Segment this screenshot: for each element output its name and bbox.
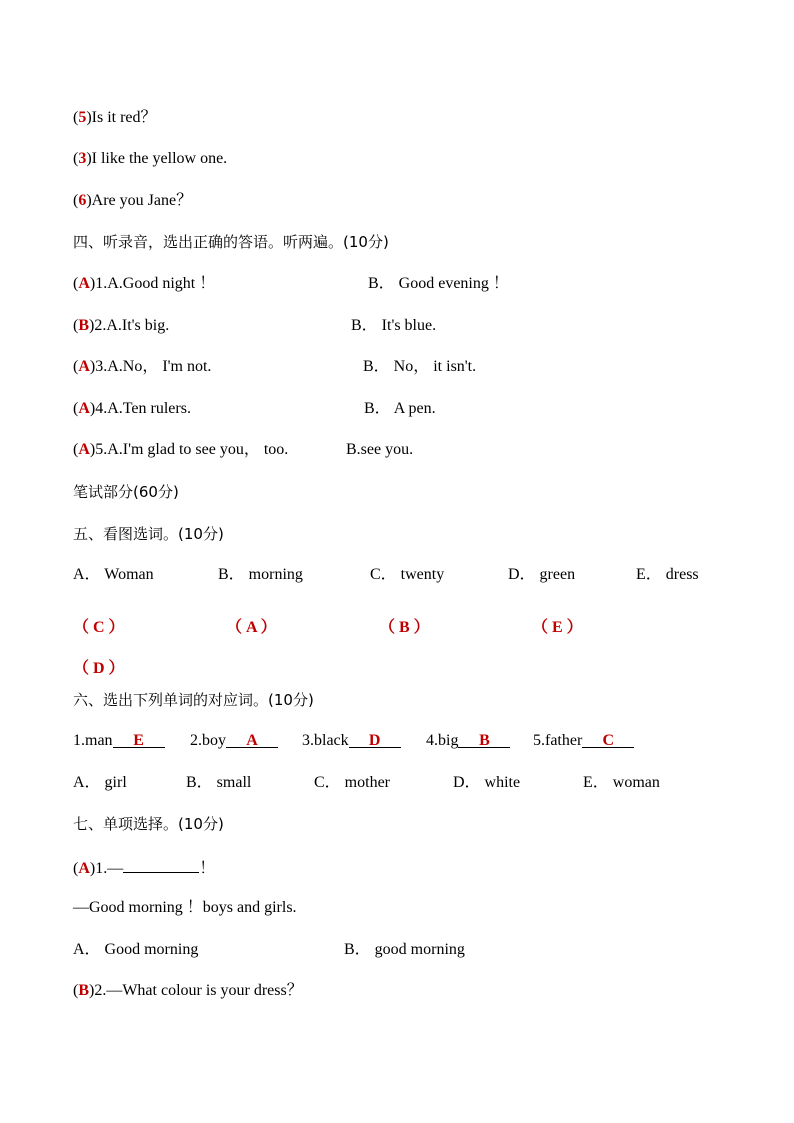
answer-mark: A	[78, 358, 90, 375]
match-item-4	[426, 731, 510, 751]
listening-item-4-option-b: B． A pen.	[364, 400, 436, 417]
picture-answer-1: （ C ）	[73, 619, 125, 636]
match-word: 4.big	[426, 732, 459, 749]
answer-blank	[123, 856, 199, 873]
match-option-c: C． mother	[314, 774, 390, 791]
listening-item-5-option-b: B.see you.	[346, 441, 414, 458]
listening-item-3: (A)3.A.No， I'm not.	[73, 358, 212, 375]
section-5-heading: 五、看图选词。(10分)	[73, 525, 224, 543]
match-option-d: D． white	[453, 774, 521, 791]
match-word: 3.black	[302, 732, 349, 749]
picture-answer-5: （ D ）	[73, 660, 125, 677]
item-text: Are you Jane？	[91, 192, 193, 209]
answer-mark: 5	[78, 109, 87, 126]
match-answer: B	[479, 732, 490, 749]
match-word: 1.man	[73, 732, 113, 749]
choice-question-1-option-b: B． good morning	[344, 941, 465, 958]
question-text: 1.—	[95, 860, 124, 877]
match-option-a: A． girl	[73, 774, 127, 791]
choice-question-2: (B)2.—What colour is your dress？	[73, 982, 303, 999]
option-a: 4.A.Ten rulers.	[95, 400, 191, 417]
listening-item-3-option-b: B． No， it isn't.	[363, 358, 477, 375]
answer-mark: 6	[78, 192, 87, 209]
listening-item-1: (A)1.A.Good night ！	[73, 275, 216, 292]
word-option-a: A． Woman	[73, 566, 154, 583]
choice-question-1-reply: —Good morning ！boys and girls.	[73, 899, 297, 916]
answer-mark: B	[78, 982, 89, 999]
order-item-1: (5)Is it red？	[73, 109, 157, 126]
order-item-3: (6)Are you Jane？	[73, 192, 193, 209]
picture-answer-4: （ E ）	[532, 619, 583, 636]
match-word: 5.father	[533, 732, 583, 749]
picture-answer-2: （ A ）	[226, 619, 277, 636]
match-answer: A	[246, 732, 258, 749]
match-word: 2.boy	[190, 732, 226, 749]
match-option-b: B． small	[186, 774, 252, 791]
match-item-2	[190, 731, 278, 751]
section-6-heading: 六、选出下列单词的对应词。(10分)	[73, 691, 314, 709]
word-option-b: B． morning	[218, 566, 303, 583]
order-item-2: (3)I like the yellow one.	[73, 150, 228, 167]
listening-item-1-option-b: B． Good evening ！	[368, 275, 509, 292]
listening-item-4: (A)4.A.Ten rulers.	[73, 400, 191, 417]
answer-mark: A	[78, 275, 90, 292]
choice-question-1: (A)1.— ！	[73, 856, 215, 879]
match-option-e: E． woman	[583, 774, 660, 791]
answer-mark: A	[78, 860, 90, 877]
listening-item-2-option-b: B． It's blue.	[351, 317, 437, 334]
written-part-heading: 笔试部分(60分)	[73, 483, 179, 501]
answer-mark: 3	[78, 150, 87, 167]
word-option-e: E． dress	[636, 566, 699, 583]
match-item-5	[533, 731, 634, 751]
option-a: 1.A.Good night ！	[95, 275, 216, 292]
choice-question-1-option-a: A． Good morning	[73, 941, 199, 958]
match-answer: E	[133, 732, 144, 749]
section-7-heading: 七、单项选择。(10分)	[73, 815, 224, 833]
match-answer: D	[368, 732, 381, 749]
option-a: 3.A.No， I'm not.	[95, 358, 212, 375]
word-option-d: D． green	[508, 566, 576, 583]
match-answer: C	[602, 732, 615, 749]
option-a: 2.A.It's big.	[94, 317, 170, 334]
match-item-3	[302, 731, 401, 751]
answer-mark: A	[78, 441, 90, 458]
match-item-1	[73, 731, 165, 751]
answer-mark: B	[78, 317, 89, 334]
item-text: I like the yellow one.	[91, 150, 228, 167]
question-text: 2.—What colour is your dress？	[94, 982, 303, 999]
word-option-c: C． twenty	[370, 566, 445, 583]
picture-answer-3: （ B ）	[379, 619, 430, 636]
answer-mark: A	[78, 400, 90, 417]
listening-item-5: (A)5.A.I'm glad to see you， too.	[73, 441, 289, 458]
section-4-heading: 四、听录音，选出正确的答语。听两遍。(10分)	[73, 233, 389, 251]
item-text: Is it red？	[91, 109, 157, 126]
option-a: 5.A.I'm glad to see you， too.	[95, 441, 289, 458]
listening-item-2: (B)2.A.It's big.	[73, 317, 170, 334]
question-end: ！	[199, 860, 216, 877]
